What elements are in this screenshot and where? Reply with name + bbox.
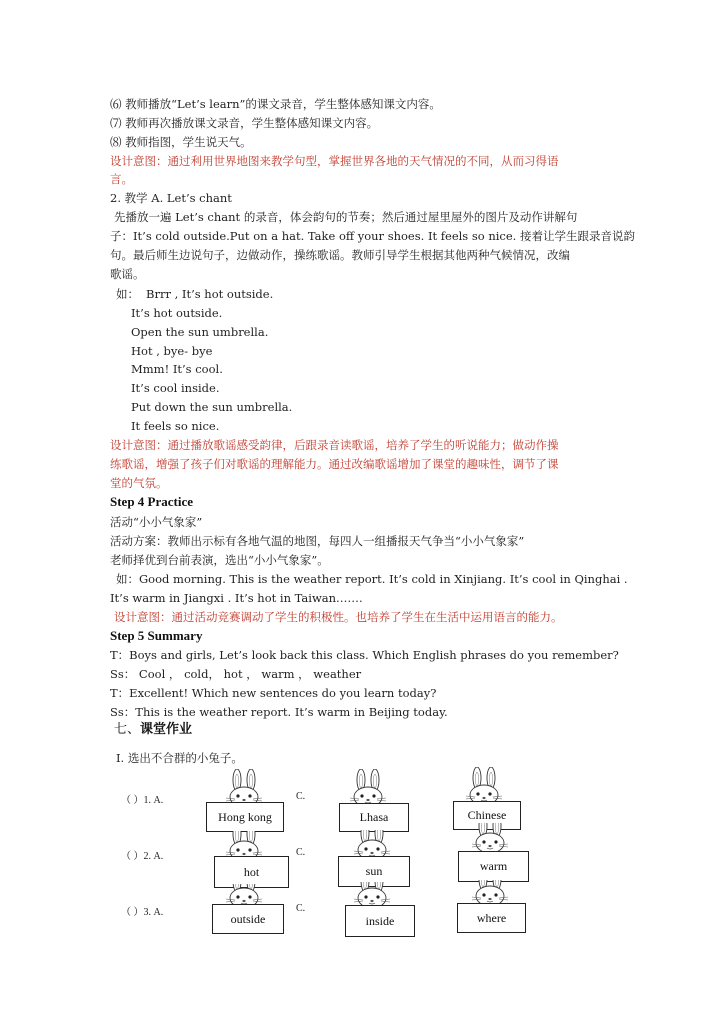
design-intent-2-line-1: 设计意图：通过播放歌谣感受韵律，后跟录音读歌谣，培养了学生的听说能力；做动作操 [110, 438, 559, 452]
step-5-title: Step 5 Summary [110, 628, 203, 643]
step-5-line-2: Ss： Cool ， cold， hot ， warm ， weather [110, 667, 362, 681]
word-card-1b[interactable]: Lhasa [339, 803, 409, 832]
homework-heading [114, 723, 192, 737]
step-5-line-1: T：Boys and girls, Let’s look back this class. Which English phrases do you remember? [110, 648, 619, 662]
question-2-c-label: C. [296, 847, 306, 858]
design-intent-2-line-2: 练歌谣，增强了孩子们对歌谣的理解能力。通过改编歌谣增加了课堂的趣味性，调节了课 [110, 457, 559, 471]
chant-desc-line-2: 子：It’s cold outside.Put on a hat. Take off your shoes. It feels so nice. 接着让学生跟录音说韵 [110, 229, 635, 243]
step-4-intent: 设计意图：通过活动竞赛调动了学生的积极性。也培养了学生在生活中运用语言的能力。 [114, 610, 563, 624]
word-card-2a[interactable]: hot [214, 856, 289, 888]
chant-desc-line-1: 先播放一遍 Let’s chant 的录音，体会韵句的节奏；然后通过屋里屋外的图片及动作讲解句 [114, 210, 578, 224]
word-card-3b[interactable]: inside [345, 905, 415, 937]
step-7: ⑺ 教师再次播放课文录音，学生整体感知课文内容。 [110, 116, 379, 130]
question-3-c-label: C. [296, 903, 306, 914]
step-4-example-line-1: 如：Good morning. This is the weather report. It’s cold in Xinjiang. It’s cool in Qinghai . [116, 572, 628, 586]
step-4-title: Step 4 Practice [110, 494, 194, 509]
word-card-2b[interactable]: sun [338, 856, 410, 887]
chant-desc-line-4: 歌谣。 [110, 267, 145, 281]
chant-line-1: Brrr , It’s hot outside. [146, 287, 274, 301]
question-1-label: （ ）1. A. [121, 795, 164, 806]
design-intent-2-line-3: 堂的气氛。 [110, 476, 168, 490]
chant-line-7: Put down the sun umbrella. [131, 400, 293, 414]
word-card-1a[interactable]: Hong kong [206, 802, 284, 832]
chant-desc-line-3: 句。最后师生边说句子，边做动作，操练歌谣。教师引导学生根据其他两种气候情况，改编 [110, 248, 570, 262]
step-4-activity: 活动“小小气象家” [110, 515, 203, 529]
step-4-plan-line-1: 活动方案：教师出示标有各地气温的地图，每四人一组播报天气争当“小小气象家” [110, 534, 525, 548]
chant-heading: 2. 教学 A. Let’s chant [110, 191, 232, 205]
word-card-1c[interactable]: Chinese [453, 801, 521, 830]
chant-line-6: It’s cool inside. [131, 381, 220, 395]
design-intent-1-line-1: 设计意图：通过利用世界地图来教学句型，掌握世界各地的天气情况的不同，从而习得语 [110, 154, 559, 168]
chant-line-2: It’s hot outside. [131, 306, 223, 320]
step-4-example-line-2: It’s warm in Jiangxi . It’s hot in Taiwan.…… [110, 591, 363, 605]
question-2-label: （ ）2. A. [121, 851, 164, 862]
question-1-c-label: C. [296, 791, 306, 802]
word-card-3a[interactable]: outside [212, 904, 284, 934]
step-5-line-3: T：Excellent! Which new sentences do you learn today? [110, 686, 437, 700]
chant-line-8: It feels so nice. [131, 419, 220, 433]
homework-instruction: Ⅰ. 选出不合群的小兔子。 [116, 751, 243, 765]
step-5-line-4: Ss：This is the weather report. It’s warm in Beijing today. [110, 705, 448, 719]
question-3-label: （ ）3. A. [121, 907, 164, 918]
design-intent-1-line-2: 言。 [110, 172, 133, 186]
step-4-plan-line-2: 老师择优到台前表演，选出“小小气象家”。 [110, 553, 329, 567]
chant-line-4: Hot , bye- bye [131, 344, 213, 358]
step-6: ⑹ 教师播放“Let’s learn”的课文录音，学生整体感知课文内容。 [110, 97, 441, 111]
chant-example-label: 如： [116, 287, 139, 301]
chant-line-3: Open the sun umbrella. [131, 325, 269, 339]
word-card-3c[interactable]: where [457, 903, 526, 933]
word-card-2c[interactable]: warm [458, 851, 529, 882]
step-8: ⑻ 教师指图，学生说天气。 [110, 135, 252, 149]
chant-line-5: Mmm! It’s cool. [131, 362, 223, 376]
homework-number: 七、 [114, 722, 141, 737]
homework-title: 课堂作业 [140, 722, 193, 737]
